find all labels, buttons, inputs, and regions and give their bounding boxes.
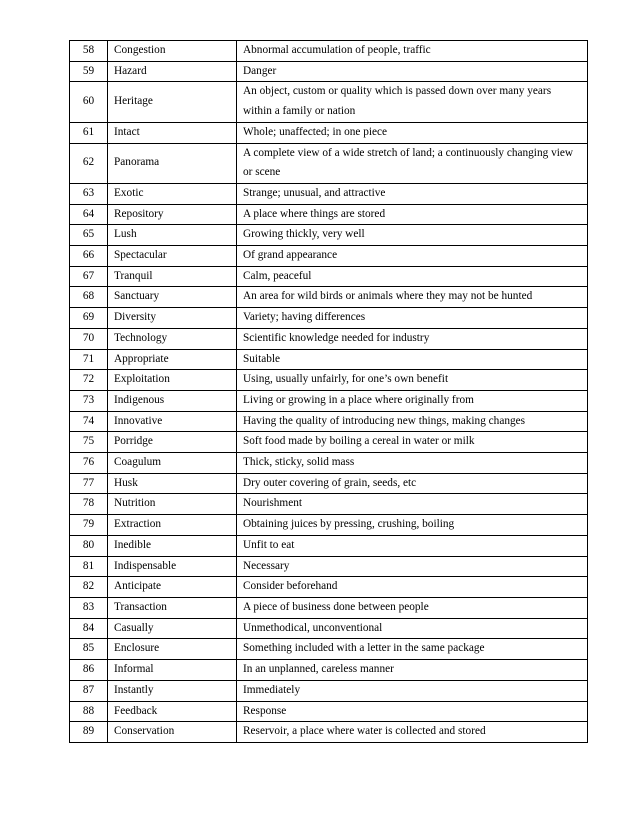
table-row xyxy=(70,370,588,391)
vocabulary-word: Feedback xyxy=(108,701,237,722)
vocabulary-word: Extraction xyxy=(108,515,237,536)
table-row xyxy=(70,308,588,329)
row-number: 81 xyxy=(70,556,108,577)
word-meaning: Strange; unusual, and attractive xyxy=(237,183,588,204)
word-meaning: A complete view of a wide stretch of land; a continuously changing view or scene xyxy=(237,143,588,183)
row-number: 88 xyxy=(70,701,108,722)
word-meaning: Immediately xyxy=(237,680,588,701)
vocabulary-word: Transaction xyxy=(108,597,237,618)
vocabulary-word: Congestion xyxy=(108,41,237,62)
row-number: 59 xyxy=(70,61,108,82)
table-row xyxy=(70,183,588,204)
table-row xyxy=(70,556,588,577)
table-row xyxy=(70,722,588,743)
table-row xyxy=(70,535,588,556)
vocabulary-word: Inedible xyxy=(108,535,237,556)
vocabulary-word: Sanctuary xyxy=(108,287,237,308)
word-meaning: Having the quality of introducing new things, making changes xyxy=(237,411,588,432)
table-row xyxy=(70,266,588,287)
word-meaning: Thick, sticky, solid mass xyxy=(237,453,588,474)
row-number: 67 xyxy=(70,266,108,287)
word-meaning: Necessary xyxy=(237,556,588,577)
row-number: 72 xyxy=(70,370,108,391)
vocabulary-word: Appropriate xyxy=(108,349,237,370)
word-meaning: Danger xyxy=(237,61,588,82)
vocabulary-table-body xyxy=(70,41,588,743)
word-meaning: Of grand appearance xyxy=(237,246,588,267)
vocabulary-word: Enclosure xyxy=(108,639,237,660)
word-meaning: Consider beforehand xyxy=(237,577,588,598)
word-meaning: Unfit to eat xyxy=(237,535,588,556)
vocabulary-table xyxy=(69,40,588,743)
word-meaning: Something included with a letter in the same package xyxy=(237,639,588,660)
table-row xyxy=(70,680,588,701)
table-row xyxy=(70,225,588,246)
word-meaning: Reservoir, a place where water is collected and stored xyxy=(237,722,588,743)
vocabulary-word: Indigenous xyxy=(108,390,237,411)
word-meaning: Growing thickly, very well xyxy=(237,225,588,246)
row-number: 74 xyxy=(70,411,108,432)
table-row xyxy=(70,61,588,82)
row-number: 79 xyxy=(70,515,108,536)
vocabulary-word: Spectacular xyxy=(108,246,237,267)
word-meaning: Calm, peaceful xyxy=(237,266,588,287)
word-meaning: In an unplanned, careless manner xyxy=(237,660,588,681)
table-row xyxy=(70,411,588,432)
word-meaning: Nourishment xyxy=(237,494,588,515)
vocabulary-word: Informal xyxy=(108,660,237,681)
row-number: 89 xyxy=(70,722,108,743)
word-meaning: Variety; having differences xyxy=(237,308,588,329)
vocabulary-word: Intact xyxy=(108,122,237,143)
row-number: 84 xyxy=(70,618,108,639)
table-row xyxy=(70,473,588,494)
table-row xyxy=(70,660,588,681)
word-meaning: Soft food made by boiling a cereal in water or milk xyxy=(237,432,588,453)
vocabulary-word: Husk xyxy=(108,473,237,494)
row-number: 83 xyxy=(70,597,108,618)
row-number: 80 xyxy=(70,535,108,556)
table-row xyxy=(70,328,588,349)
table-row xyxy=(70,597,588,618)
word-meaning: Dry outer covering of grain, seeds, etc xyxy=(237,473,588,494)
table-row xyxy=(70,287,588,308)
row-number: 65 xyxy=(70,225,108,246)
word-meaning: Unmethodical, unconventional xyxy=(237,618,588,639)
vocabulary-word: Repository xyxy=(108,204,237,225)
row-number: 63 xyxy=(70,183,108,204)
row-number: 70 xyxy=(70,328,108,349)
vocabulary-word: Heritage xyxy=(108,82,237,122)
table-row xyxy=(70,618,588,639)
vocabulary-word: Technology xyxy=(108,328,237,349)
vocabulary-word: Casually xyxy=(108,618,237,639)
row-number: 61 xyxy=(70,122,108,143)
word-meaning: Obtaining juices by pressing, crushing, boiling xyxy=(237,515,588,536)
vocabulary-word: Hazard xyxy=(108,61,237,82)
table-row xyxy=(70,453,588,474)
vocabulary-word: Nutrition xyxy=(108,494,237,515)
row-number: 60 xyxy=(70,82,108,122)
table-row xyxy=(70,122,588,143)
table-row xyxy=(70,82,588,122)
row-number: 75 xyxy=(70,432,108,453)
word-meaning: Living or growing in a place where originally from xyxy=(237,390,588,411)
table-row xyxy=(70,390,588,411)
row-number: 82 xyxy=(70,577,108,598)
vocabulary-word: Lush xyxy=(108,225,237,246)
vocabulary-word: Tranquil xyxy=(108,266,237,287)
table-row xyxy=(70,432,588,453)
word-meaning: Suitable xyxy=(237,349,588,370)
word-meaning: Scientific knowledge needed for industry xyxy=(237,328,588,349)
row-number: 69 xyxy=(70,308,108,329)
vocabulary-word: Panorama xyxy=(108,143,237,183)
table-row xyxy=(70,515,588,536)
table-row xyxy=(70,577,588,598)
table-row xyxy=(70,204,588,225)
vocabulary-word: Indispensable xyxy=(108,556,237,577)
row-number: 86 xyxy=(70,660,108,681)
vocabulary-word: Conservation xyxy=(108,722,237,743)
row-number: 87 xyxy=(70,680,108,701)
word-meaning: Abnormal accumulation of people, traffic xyxy=(237,41,588,62)
vocabulary-word: Diversity xyxy=(108,308,237,329)
word-meaning: Using, usually unfairly, for one’s own benefit xyxy=(237,370,588,391)
row-number: 68 xyxy=(70,287,108,308)
word-meaning: Response xyxy=(237,701,588,722)
vocabulary-word: Instantly xyxy=(108,680,237,701)
word-meaning: An area for wild birds or animals where they may not be hunted xyxy=(237,287,588,308)
word-meaning: An object, custom or quality which is passed down over many years within a family or nation xyxy=(237,82,588,122)
vocabulary-word: Exotic xyxy=(108,183,237,204)
word-meaning: A piece of business done between people xyxy=(237,597,588,618)
row-number: 66 xyxy=(70,246,108,267)
table-row xyxy=(70,639,588,660)
row-number: 73 xyxy=(70,390,108,411)
vocabulary-word: Innovative xyxy=(108,411,237,432)
table-row xyxy=(70,41,588,62)
table-row xyxy=(70,143,588,183)
vocabulary-word: Porridge xyxy=(108,432,237,453)
word-meaning: Whole; unaffected; in one piece xyxy=(237,122,588,143)
row-number: 64 xyxy=(70,204,108,225)
row-number: 76 xyxy=(70,453,108,474)
row-number: 77 xyxy=(70,473,108,494)
row-number: 62 xyxy=(70,143,108,183)
table-row xyxy=(70,701,588,722)
vocabulary-word: Anticipate xyxy=(108,577,237,598)
vocabulary-word: Coagulum xyxy=(108,453,237,474)
row-number: 58 xyxy=(70,41,108,62)
vocabulary-word: Exploitation xyxy=(108,370,237,391)
word-meaning: A place where things are stored xyxy=(237,204,588,225)
row-number: 78 xyxy=(70,494,108,515)
table-row xyxy=(70,246,588,267)
table-row xyxy=(70,349,588,370)
row-number: 85 xyxy=(70,639,108,660)
table-row xyxy=(70,494,588,515)
row-number: 71 xyxy=(70,349,108,370)
